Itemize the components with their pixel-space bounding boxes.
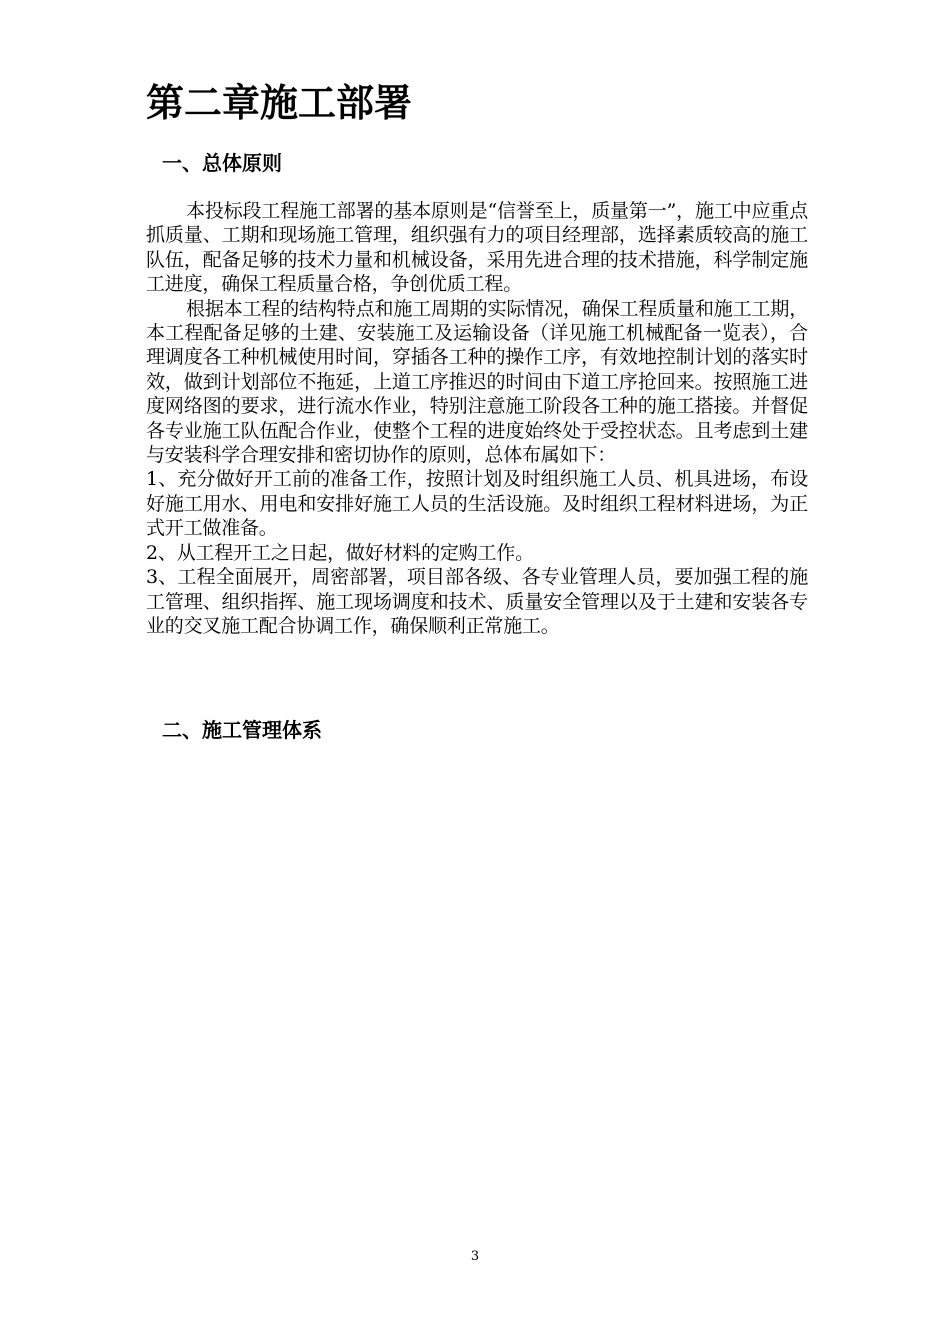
list-item: 1、充分做好开工前的准备工作，按照计划及时组织施工人员、机具进场，布设好施工用水、用电和安排好施工人员的生活设施。及时组织工程材料进场，为正式开工做准备。 [146,468,808,540]
section-heading-management-system: 二、施工管理体系 [162,718,322,742]
paragraph: 本投标段工程施工部署的基本原则是“信誉至上，质量第一”，施工中应重点抓质量、工期和现场施工管理，组织强有力的项目经理部，选择素质较高的施工队伍，配备足够的技术力量和机械设备，采用先进合理的技术措施，科学制定施工进度，确保工程质量合格，争创优质工程。 [146,200,808,296]
page-number: 3 [470,1249,480,1264]
list-item: 2、从工程开工之日起，做好材料的定购工作。 [146,541,534,564]
section-heading-general-principles: 一、总体原则 [162,151,282,175]
list-item: 3、工程全面展开，周密部署，项目部各级、各专业管理人员，要加强工程的施工管理、组织指挥、施工现场调度和技术、质量安全管理以及于土建和安装各专业的交叉施工配合协调工作，确保顺利正常施工。 [146,566,808,637]
paragraph: 根据本工程的结构特点和施工周期的实际情况，确保工程质量和施工工期，本工程配备足够的土建、安装施工及运输设备（详见施工机械配备一览表），合理调度各工种机械使用时间，穿插各工种的操作工序，有效地控制计划的落实时效，做到计划部位不拖延，上道工序推迟的时间由下道工序抢回来。按照施工进度网络图的要求，进行流水作业，特别注意施工阶段各工种的施工搭接。并督促各专业施工队伍配合作业，使整个工程的进度始终处于受控状态。且考虑到土建与安装科学合理安排和密切协作的原则，总体布属如下： [146,297,808,467]
section-body [146,199,808,638]
chapter-title: 第二章施工部署 [146,81,413,125]
